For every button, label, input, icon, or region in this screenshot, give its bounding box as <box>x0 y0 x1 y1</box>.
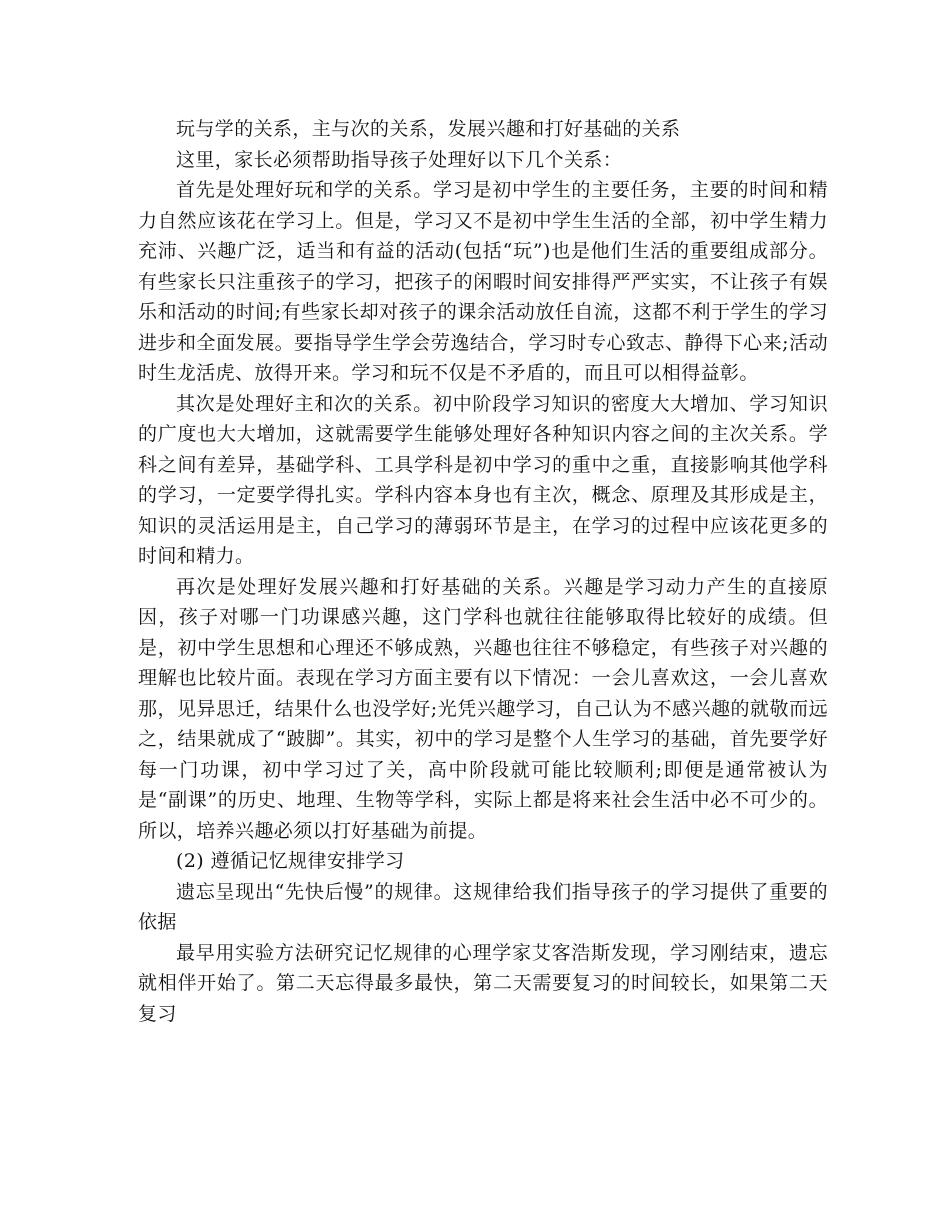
paragraph-intro: 这里，家长必须帮助指导孩子处理好以下几个关系： <box>176 148 623 171</box>
paragraph-primary-and-secondary: 其次是处理好主和次的关系。初中阶段学习知识的密度大大增加、学习知识的广度也大大增加，这就需要学生能够处理好各种知识内容之间的主次关系。学科之间有差异，基础学科、工具学科是初中学习的重中之重，直接影响其他学科的学习，一定要学得扎实。学科内容本身也有主次，概念、原理及其形成是主，知识的灵活运用是主，自己学习的薄弱环节是主，在学习的过程中应该花更多的时间和精力。 <box>138 392 828 567</box>
document-body <box>138 114 828 1029</box>
paragraph-interest-and-foundation: 再次是处理好发展兴趣和打好基础的关系。兴趣是学习动力产生的直接原因，孩子对哪一门功课感兴趣，这门学科也就往往能够取得比较好的成绩。但是，初中学生思想和心理还不够成熟，兴趣也往往不够稳定，有些孩子对兴趣的理解也比较片面。表现在学习方面主要有以下情况：一会儿喜欢这，一会儿喜欢那，见异思迁，结果什么也没学好;光凭兴趣学习，自己认为不感兴趣的就敬而远之，结果就成了“跛脚”。其实，初中的学习是整个人生学习的基础，首先要学好每一门功课，初中学习过了关，高中阶段就可能比较顺利;即便是通常被认为是“副课”的历史、地理、生物等学科，实际上都是将来社会生活中必不可少的。所以，培养兴趣必须以打好基础为前提。 <box>138 575 828 842</box>
section-heading-memory: (2) 遵循记忆规律安排学习 <box>176 850 405 872</box>
paragraph-relations-heading: 玩与学的关系，主与次的关系，发展兴趣和打好基础的关系 <box>176 118 681 140</box>
paragraph-forgetting-pattern: 遗忘呈现出“先快后慢”的规律。这规律给我们指导孩子的学习提供了重要的依据 <box>138 880 828 933</box>
paragraph-ebbinghaus: 最早用实验方法研究记忆规律的心理学家艾客浩斯发现，学习刚结束，遗忘就相伴开始了。第二天忘得最多最快，第二天需要复习的时间较长，如果第二天复习 <box>138 941 828 1025</box>
paragraph-play-and-study: 首先是处理好玩和学的关系。学习是初中学生的主要任务，主要的时间和精力自然应该花在学习上。但是，学习又不是初中学生生活的全部，初中学生精力充沛、兴趣广泛，适当和有益的活动(包括“玩”)也是他们生活的重要组成部分。有些家长只注重孩子的学习，把孩子的闲暇时间安排得严严实实，不让孩子有娱乐和活动的时间;有些家长却对孩子的课余活动放任自流，这都不利于学生的学习进步和全面发展。要指导学生学会劳逸结合，学习时专心致志、静得下心来;活动时生龙活虎、放得开来。学习和玩不仅是不矛盾的，而且可以相得益彰。 <box>138 179 828 384</box>
